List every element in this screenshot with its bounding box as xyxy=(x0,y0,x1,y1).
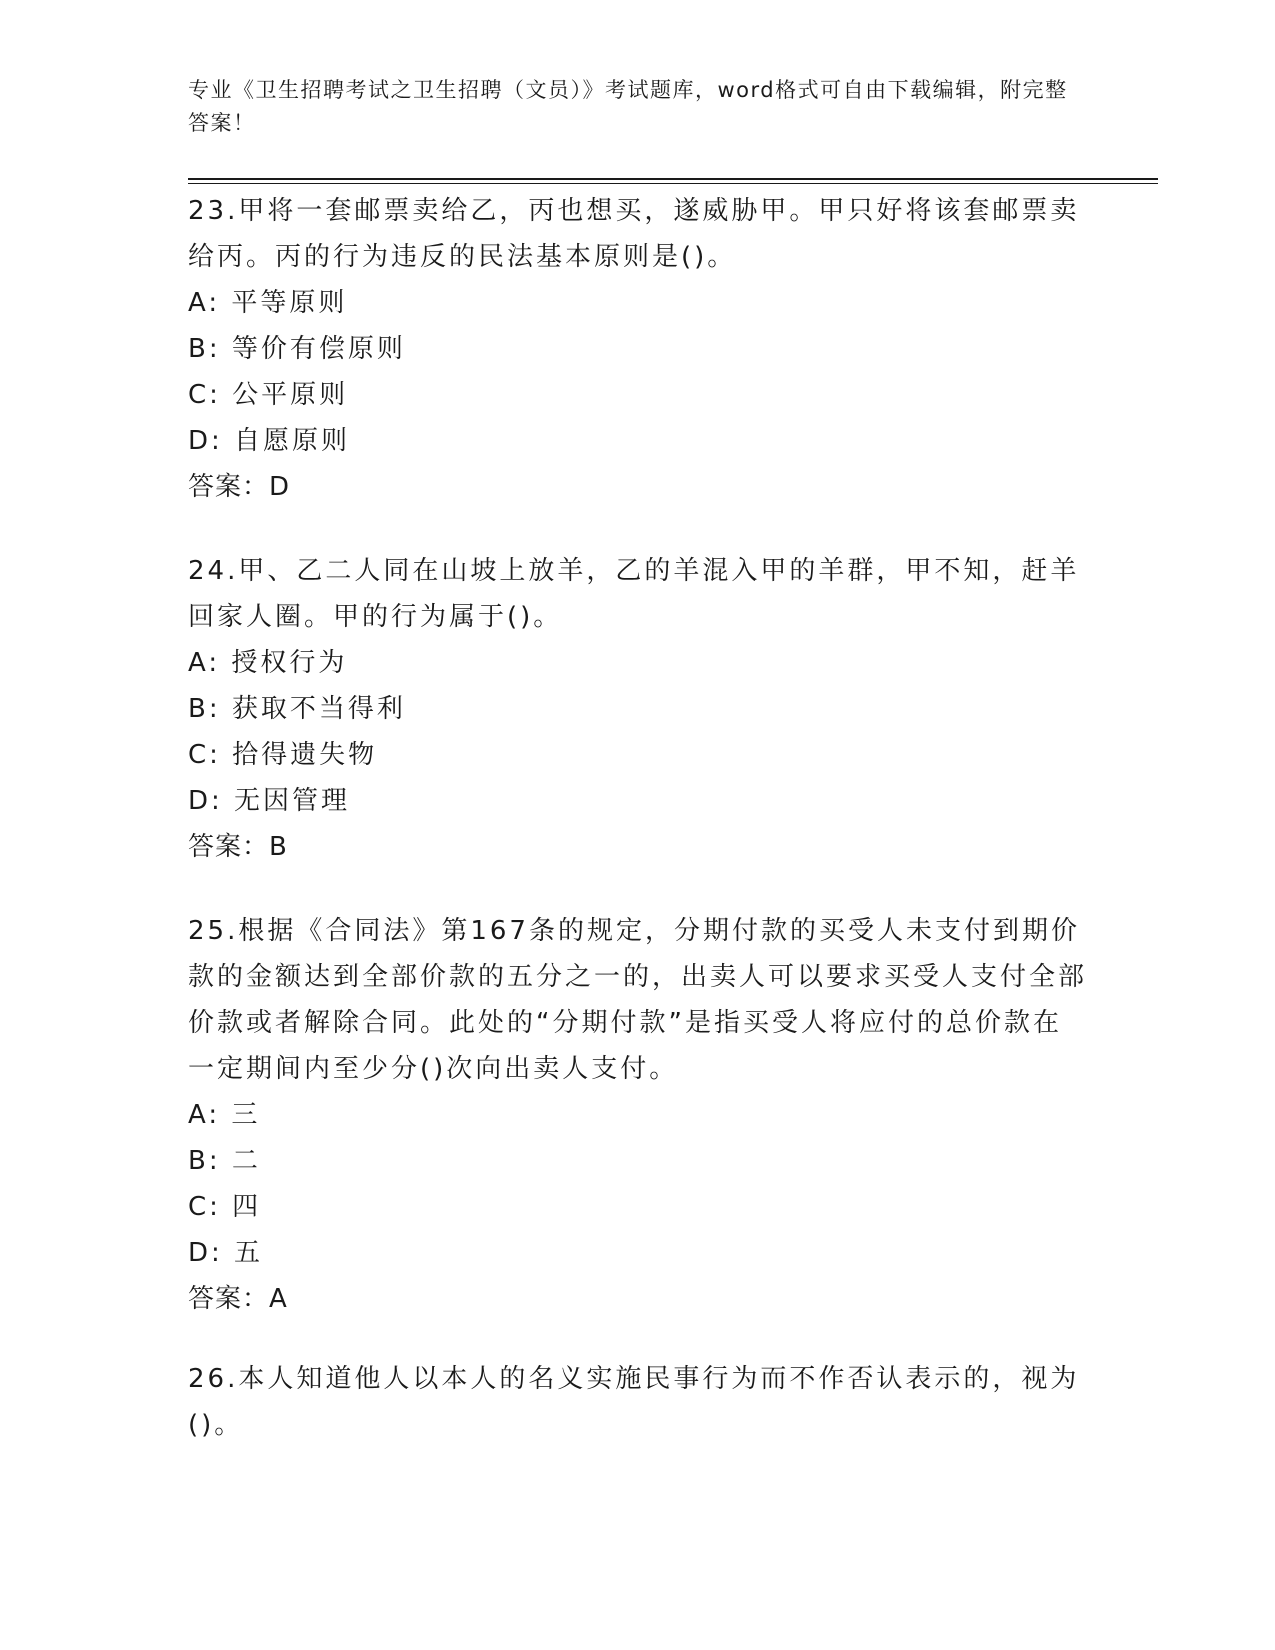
answer: 答案：B xyxy=(188,832,288,862)
question-24 xyxy=(188,548,1088,870)
question-stem: 25.根据《合同法》第167条的规定，分期付款的买受人未支付到期价款的金额达到全部价款的五分之一的，出卖人可以要求买受人支付全部价款或者解除合同。此处的“分期付款”是指买受人将应付的总价款在一定期间内至少分()次向出卖人支付。 xyxy=(188,916,1088,1084)
option-c: C: 公平原则 xyxy=(188,380,349,410)
question-23 xyxy=(188,188,1088,510)
question-stem: 26.本人知道他人以本人的名义实施民事行为而不作否认表示的，视为()。 xyxy=(188,1364,1080,1440)
question-26 xyxy=(188,1356,1088,1448)
option-c: C: 四 xyxy=(188,1192,262,1222)
option-a: A: 三 xyxy=(188,1100,261,1130)
answer: 答案：A xyxy=(188,1284,288,1314)
option-a: A: 平等原则 xyxy=(188,288,348,318)
answer: 答案：D xyxy=(188,472,291,502)
option-b: B: 获取不当得利 xyxy=(188,694,406,724)
option-d: D: 五 xyxy=(188,1238,264,1268)
option-c: C: 拾得遗失物 xyxy=(188,740,378,770)
question-stem: 24.甲、乙二人同在山坡上放羊，乙的羊混入甲的羊群，甲不知，赶羊回家人圈。甲的行为属于()。 xyxy=(188,556,1080,632)
header-rule-thin xyxy=(188,183,1158,184)
document-header: 专业《卫生招聘考试之卫生招聘（文员）》考试题库，word格式可自由下载编辑，附完整答案！ xyxy=(188,78,1068,135)
option-b: B: 等价有偿原则 xyxy=(188,334,406,364)
question-25 xyxy=(188,908,1088,1322)
option-a: A: 授权行为 xyxy=(188,648,348,678)
option-d: D: 自愿原则 xyxy=(188,426,351,456)
header-rule-thick xyxy=(188,178,1158,180)
option-d: D: 无因管理 xyxy=(188,786,351,816)
question-stem: 23.甲将一套邮票卖给乙，丙也想买，遂威胁甲。甲只好将该套邮票卖给丙。丙的行为违反的民法基本原则是()。 xyxy=(188,196,1080,272)
option-b: B: 二 xyxy=(188,1146,261,1176)
